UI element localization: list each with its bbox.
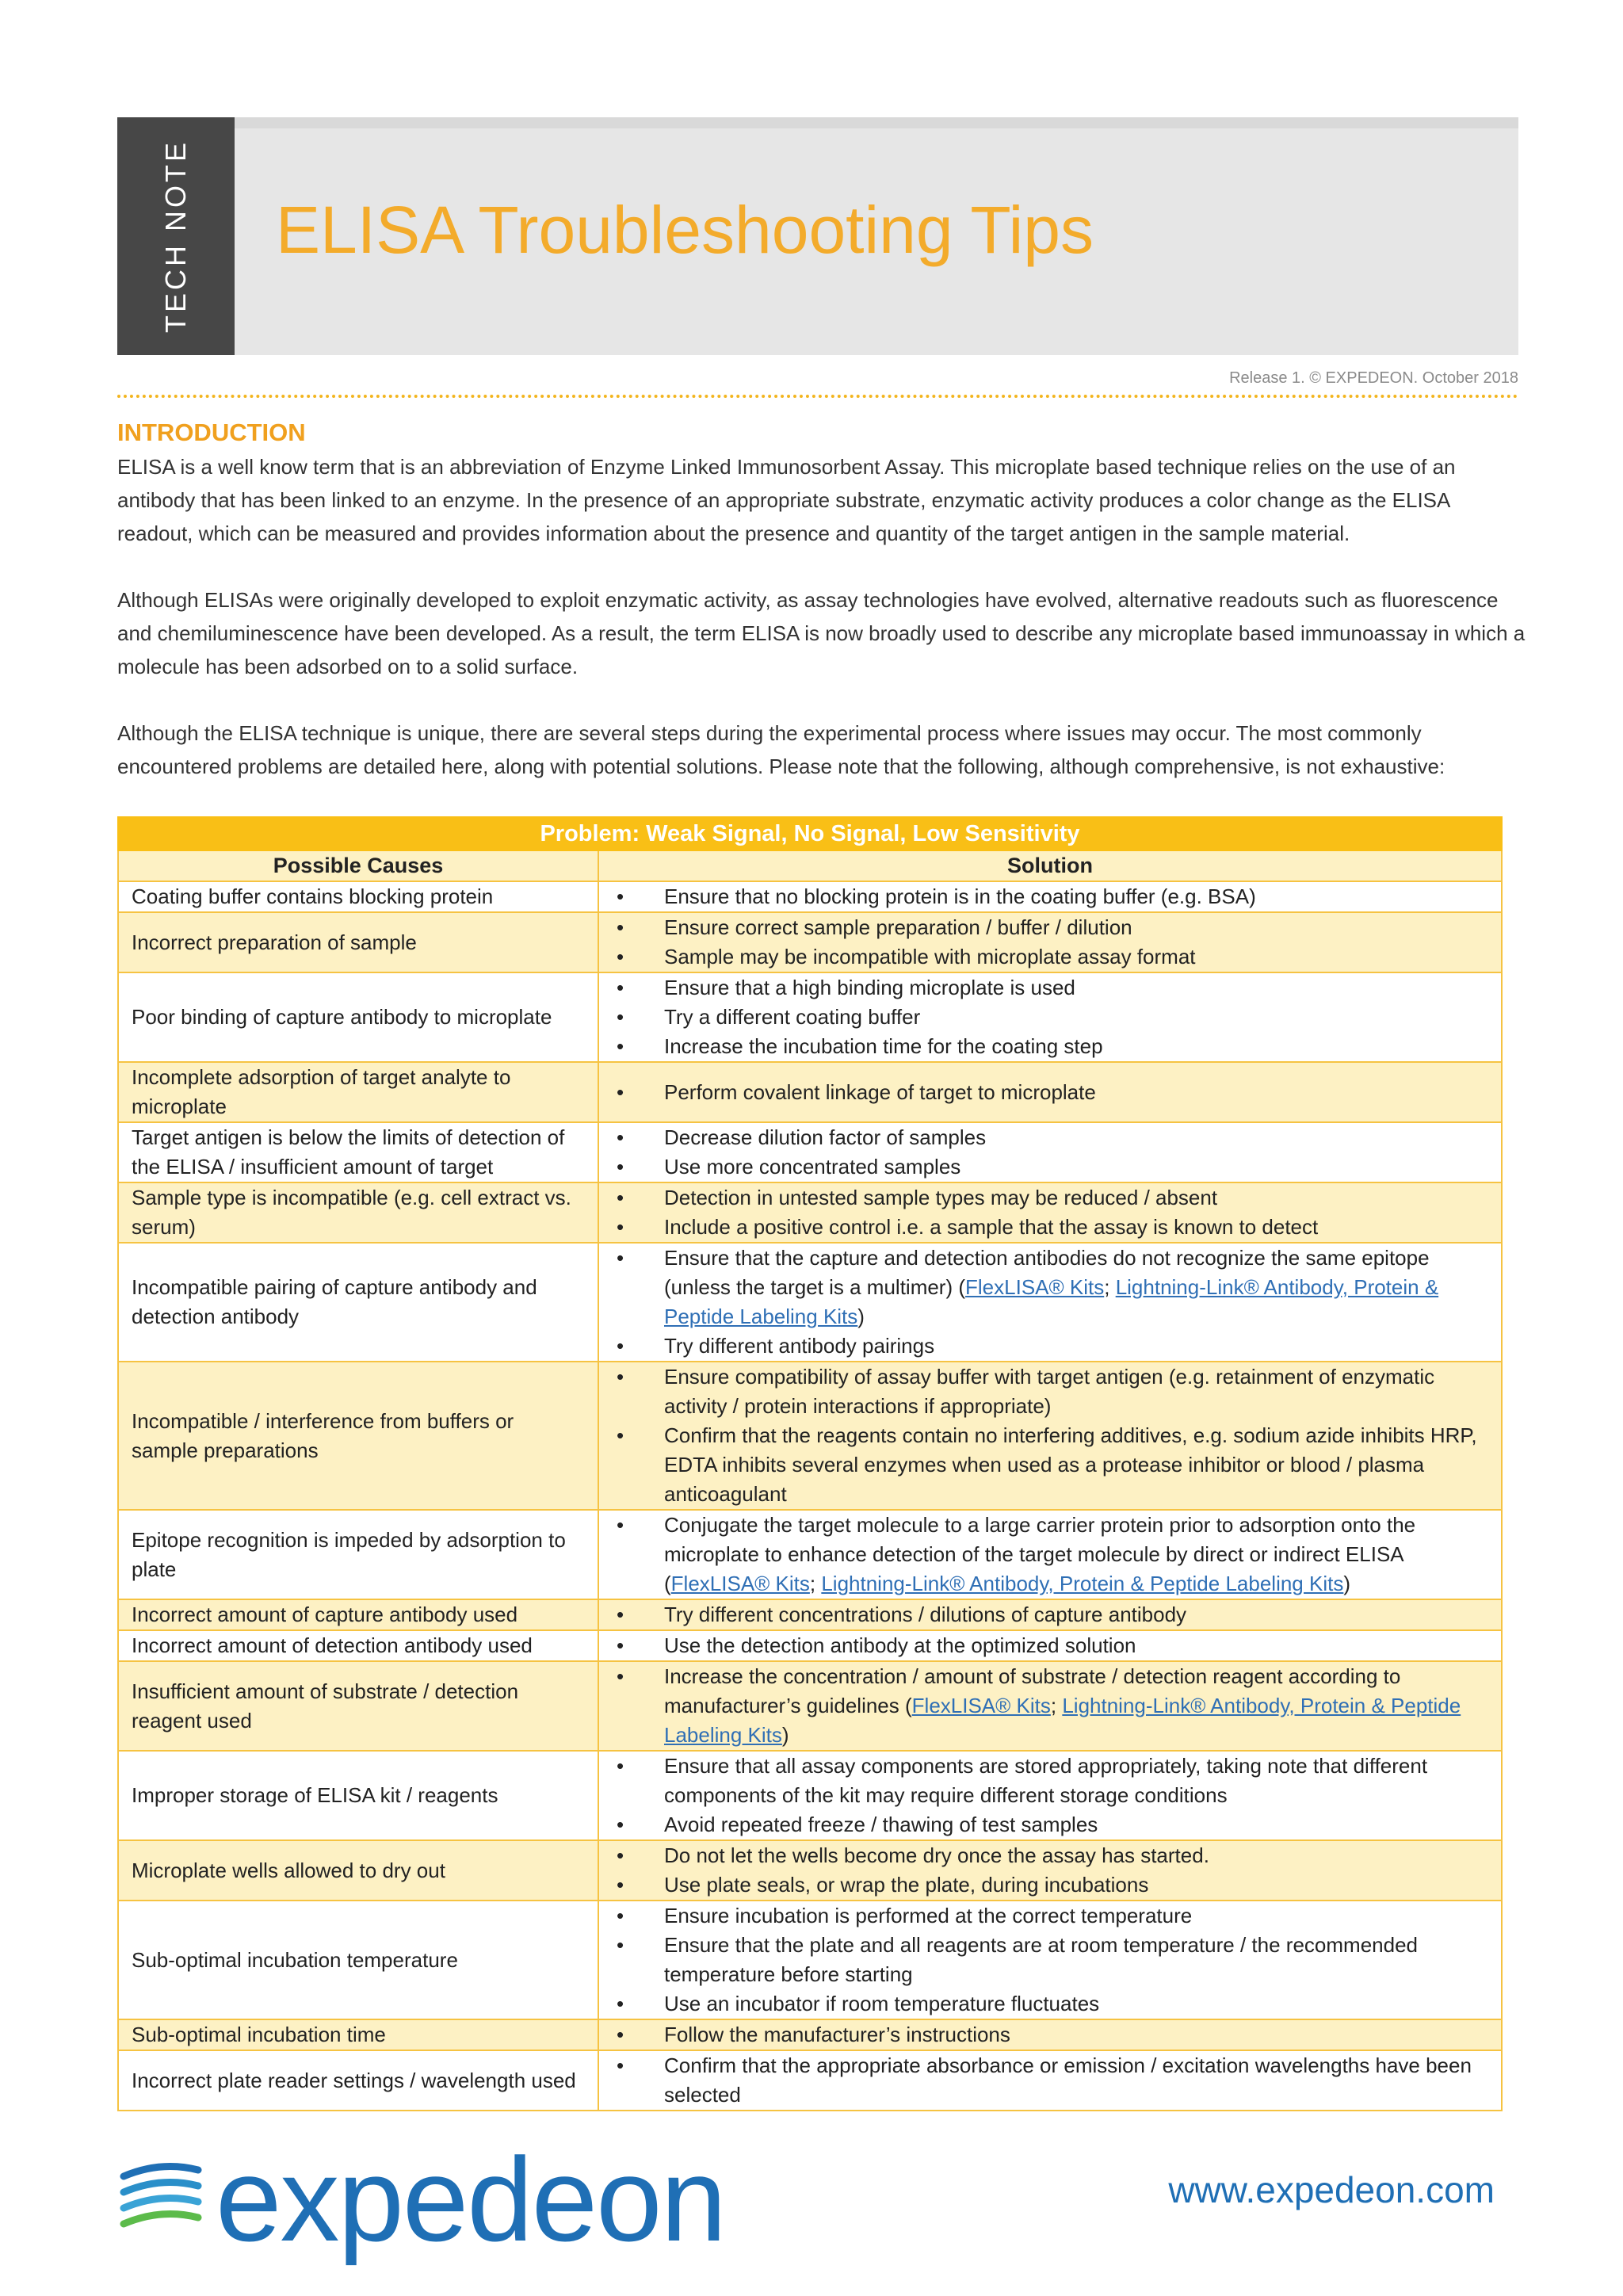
cause-cell: Target antigen is below the limits of detection of the ELISA / insufficient amount of target [118,1122,598,1182]
solution-text: Ensure compatibility of assay buffer with target antigen (e.g. retainment of enzymatic activity / protein interactions if appropriate) [664,1365,1435,1418]
lightning-link-kits-link[interactable]: Lightning-Link® Antibody, Protein & Peptide Labeling Kits [664,1275,1439,1328]
solution-item [599,1989,1490,2019]
solution-cell [598,1510,1502,1599]
solution-cell [598,1062,1502,1122]
col-header-solution: Solution [598,850,1502,881]
table-row [118,1062,1502,1122]
solution-item [599,1123,1490,1152]
solution-text: Ensure that a high binding microplate is used [664,976,1075,999]
intro-paragraph: Although ELISAs were originally developed to exploit enzymatic activity, as assay technologies have evolved, alternative readouts such as fluorescence and chemiluminescence have been developed. As a result, the term ELISA is now broadly used to describe any microplate based immunoassay in which a molecule has been adsorbed on to a solid surface. [117,588,1526,678]
solution-item [599,1662,1490,1750]
table-row [118,1182,1502,1243]
col-header-causes: Possible Causes [118,850,598,881]
solution-text: Avoid repeated freeze / thawing of test samples [664,1813,1098,1836]
solution-list [599,1511,1490,1599]
intro-paragraph: ELISA is a well know term that is an abbreviation of Enzyme Linked Immunosorbent Assay. This microplate based technique relies on the use of an antibody that has been linked to an enzyme. In the presence of an appropriate substrate, enzymatic activity produces a color change as the ELISA readout, which can be measured and provides information about the presence and quantity of the target antigen in the sample material. [117,455,1456,545]
cause-cell: Sample type is incompatible (e.g. cell extract vs. serum) [118,1182,598,1243]
table-row [118,881,1502,912]
cause-cell: Sub-optimal incubation time [118,2019,598,2050]
solution-list [599,2020,1490,2050]
cause-cell: Incorrect plate reader settings / wavelength used [118,2050,598,2111]
intro-heading: INTRODUCTION [117,418,306,446]
link-separator: ; [1104,1275,1116,1299]
solution-item [599,973,1490,1003]
solution-text: Sample may be incompatible with microplate assay format [664,945,1196,968]
table-row [118,1630,1502,1661]
table-row [118,1122,1502,1182]
solution-cell [598,1630,1502,1661]
solution-list [599,973,1490,1061]
solution-item [599,1032,1490,1061]
solution-list [599,913,1490,972]
table-row [118,2019,1502,2050]
solution-item [599,2051,1490,2110]
cause-cell: Incorrect amount of capture antibody used [118,1599,598,1630]
table-row [118,972,1502,1062]
solution-item [599,1810,1490,1839]
solution-item [599,1631,1490,1660]
solution-item [599,1511,1490,1599]
cause-cell: Sub-optimal incubation temperature [118,1901,598,2019]
solution-item [599,913,1490,942]
flexlisa-kits-link[interactable]: FlexLISA® Kits [670,1572,810,1595]
solution-text: Ensure that the capture and detection antibodies do not recognize the same epitope (unless the target is a multimer) ( [664,1246,1430,1299]
solution-text: Use plate seals, or wrap the plate, during incubations [664,1873,1149,1897]
link-close-paren: ) [781,1723,789,1747]
troubleshooting-table [117,816,1503,2111]
solution-item [599,1841,1490,1870]
solution-cell [598,881,1502,912]
tech-note-label: TECH NOTE [159,139,192,334]
solution-list [599,1901,1490,2019]
cause-cell: Incomplete adsorption of target analyte to microplate [118,1062,598,1122]
solution-item [599,1600,1490,1629]
solution-item [599,1183,1490,1213]
solution-list [599,1841,1490,1900]
cause-cell: Improper storage of ELISA kit / reagents [118,1751,598,1840]
table-row [118,1362,1502,1510]
link-separator: ; [809,1572,822,1595]
table-row [118,1510,1502,1599]
solution-item [599,1244,1490,1331]
page-title: ELISA Troubleshooting Tips [276,193,1094,267]
solution-item [599,1213,1490,1242]
solution-text: Follow the manufacturer’s instructions [664,2023,1010,2046]
solution-list [599,1662,1490,1750]
solution-item [599,942,1490,972]
table-row [118,2050,1502,2111]
solution-text: Ensure incubation is performed at the correct temperature [664,1904,1193,1927]
cause-cell: Insufficient amount of substrate / detection reagent used [118,1661,598,1751]
solution-list [599,1600,1490,1629]
solution-item [599,1870,1490,1900]
lightning-link-kits-link[interactable]: Lightning-Link® Antibody, Protein & Peptide Labeling Kits [821,1572,1344,1595]
solution-item [599,882,1490,911]
lightning-link-kits-link[interactable]: Lightning-Link® Antibody, Protein & Peptide Labeling Kits [664,1694,1461,1747]
solution-text: Detection in untested sample types may be reduced / absent [664,1186,1218,1209]
solution-text: Use more concentrated samples [664,1155,961,1179]
solution-list [599,1631,1490,1660]
solution-item [599,1931,1490,1989]
solution-text: Ensure that all assay components are stored appropriately, taking note that different components of the kit may require different storage conditions [664,1754,1428,1807]
solution-cell [598,912,1502,972]
solution-text: Confirm that the reagents contain no interfering additives, e.g. sodium azide inhibits HRP, EDTA inhibits several enzymes when used as a protease inhibitor or blood / plasma anticoagulant [664,1423,1477,1506]
solution-item [599,1152,1490,1182]
solution-text: Perform covalent linkage of target to microplate [664,1079,1096,1104]
link-close-paren: ) [857,1305,865,1328]
solution-list [599,1078,1490,1107]
solution-cell [598,2019,1502,2050]
solution-text: Try a different coating buffer [664,1005,921,1029]
solution-list [599,1183,1490,1242]
solution-item [599,1362,1490,1421]
solution-text: Increase the incubation time for the coating step [664,1034,1103,1058]
table-row [118,1661,1502,1751]
solution-text: Do not let the wells become dry once the assay has started. [664,1843,1209,1867]
solution-cell [598,972,1502,1062]
solution-cell [598,1599,1502,1630]
cause-cell: Incorrect amount of detection antibody used [118,1630,598,1661]
solution-cell [598,1362,1502,1510]
solution-list [599,882,1490,911]
cause-cell: Poor binding of capture antibody to microplate [118,972,598,1062]
cause-cell: Coating buffer contains blocking protein [118,881,598,912]
link-close-paren: ) [1343,1572,1351,1595]
website-link[interactable]: www.expedeon.com [1168,2169,1495,2210]
cause-cell: Incompatible pairing of capture antibody and detection antibody [118,1243,598,1362]
solution-cell [598,1901,1502,2019]
solution-text: Decrease dilution factor of samples [664,1125,987,1149]
solution-cell [598,1751,1502,1840]
dotted-divider [117,395,1518,398]
table-body [118,881,1502,2111]
solution-text: Ensure that no blocking protein is in the coating buffer (e.g. BSA) [664,884,1256,908]
solution-text: Try different antibody pairings [664,1334,935,1358]
solution-item [599,1901,1490,1931]
solution-list [599,1362,1490,1509]
expedeon-logo-icon [117,2162,204,2235]
solution-text: Try different concentrations / dilutions of capture antibody [664,1603,1187,1626]
solution-item [599,2020,1490,2050]
intro-paragraph: Although the ELISA technique is unique, there are several steps during the experimental process where issues may occur. The most commonly encountered problems are detailed here, along with potential solutions. Please note that the following, although comprehensive, is not exhaustive: [117,721,1445,778]
solution-item [599,1331,1490,1361]
solution-list [599,2051,1490,2110]
table-row [118,912,1502,972]
link-separator: ; [1050,1694,1063,1717]
solution-text: Ensure correct sample preparation / buffer / dilution [664,915,1132,939]
solution-item [599,1752,1490,1810]
solution-cell [598,1182,1502,1243]
table-title: Problem: Weak Signal, No Signal, Low Sensitivity [118,817,1502,850]
cause-cell: Incompatible / interference from buffers or sample preparations [118,1362,598,1510]
expedeon-logo-text: expedeon [216,2133,725,2266]
solution-text: Increase the concentration / amount of substrate / detection reagent according to manufacturer’s guidelines ( [664,1664,1401,1717]
solution-cell [598,1243,1502,1362]
solution-text: Use the detection antibody at the optimized solution [664,1633,1136,1657]
solution-cell [598,1122,1502,1182]
solution-item [599,1003,1490,1032]
table-row [118,1901,1502,2019]
table-row [118,1243,1502,1362]
solution-text: Ensure that the plate and all reagents are at room temperature / the recommended temperature before starting [664,1933,1418,1986]
solution-list [599,1752,1490,1839]
solution-text: Confirm that the appropriate absorbance or emission / excitation wavelengths have been selected [664,2053,1472,2107]
release-info: Release 1. © EXPEDEON. October 2018 [1229,369,1518,387]
flexlisa-kits-link[interactable]: FlexLISA® Kits [911,1694,1051,1717]
solution-cell [598,1840,1502,1901]
solution-list [599,1123,1490,1182]
cause-cell: Microplate wells allowed to dry out [118,1840,598,1901]
solution-cell [598,1661,1502,1751]
table-row [118,1751,1502,1840]
cause-cell: Epitope recognition is impeded by adsorption to plate [118,1510,598,1599]
flexlisa-kits-link[interactable]: FlexLISA® Kits [965,1275,1105,1299]
header-banner-top-strip [117,117,1518,128]
table-row [118,1840,1502,1901]
solution-item [599,1421,1490,1509]
cause-cell: Incorrect preparation of sample [118,912,598,972]
table-row [118,1599,1502,1630]
solution-item [599,1078,1490,1107]
intro-text [117,450,1528,816]
solution-text: Use an incubator if room temperature fluctuates [664,1992,1100,2015]
solution-cell [598,2050,1502,2111]
solution-list [599,1244,1490,1361]
solution-text: Include a positive control i.e. a sample that the assay is known to detect [664,1215,1319,1239]
solution-text: Conjugate the target molecule to a large carrier protein prior to adsorption onto the microplate to enhance detection of the target molecule by direct or indirect ELISA ( [664,1513,1416,1595]
